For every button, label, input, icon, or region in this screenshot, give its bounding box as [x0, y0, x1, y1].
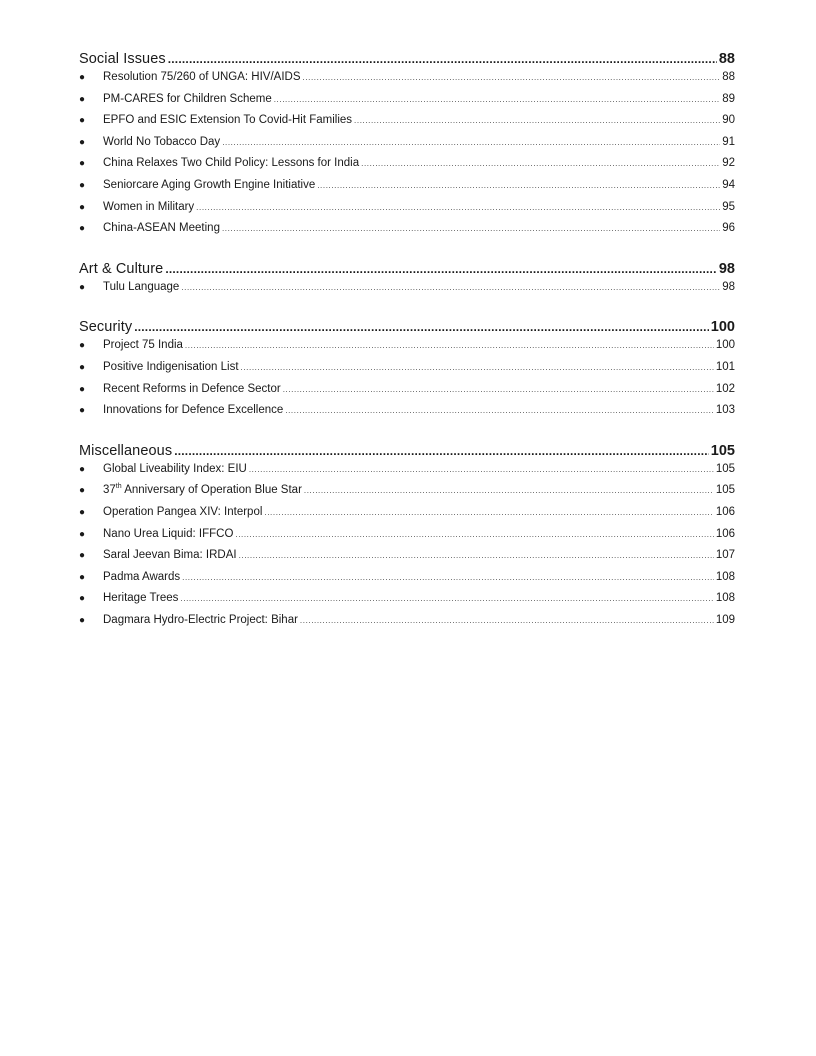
bullet-icon: ●: [79, 361, 86, 373]
section-title: Social Issues: [79, 51, 166, 67]
bullet-icon: ●: [79, 528, 86, 540]
toc-entry[interactable]: [79, 222, 735, 244]
entry-page-number: 92: [722, 157, 735, 170]
bullet-icon: ●: [79, 72, 86, 83]
toc-entry[interactable]: [79, 136, 735, 158]
dot-leader: [239, 549, 714, 561]
dot-leader: [235, 528, 713, 540]
entry-title: China Relaxes Two Child Policy: Lessons for India: [103, 157, 360, 170]
bullet-icon: ●: [79, 281, 86, 293]
dot-leader: [181, 281, 720, 293]
entry-page-number: 89: [722, 92, 735, 105]
bullet-icon: ●: [79, 405, 86, 417]
toc-entry[interactable]: [79, 93, 735, 115]
toc-entry[interactable]: [79, 549, 735, 571]
bullet-icon: ●: [79, 485, 86, 497]
entry-title: Women in Military: [103, 200, 195, 213]
toc-section-art-culture: [79, 260, 735, 303]
bullet-icon: ●: [79, 550, 86, 562]
toc-entry[interactable]: [79, 71, 735, 93]
bullet-icon: ●: [79, 383, 86, 395]
entry-title: Padma Awards: [103, 570, 181, 583]
bullet-icon: ●: [79, 463, 86, 475]
toc-entry[interactable]: [79, 157, 735, 179]
entry-title: Innovations for Defence Excellence: [103, 404, 284, 417]
toc-section-security: [79, 318, 735, 425]
toc-entry[interactable]: [79, 339, 735, 361]
entry-page-number: 109: [715, 613, 735, 626]
dot-leader: [165, 260, 717, 278]
section-title: Miscellaneous: [79, 442, 173, 459]
bullet-icon: ●: [79, 158, 86, 170]
dot-leader: [222, 222, 720, 234]
section-heading[interactable]: [79, 260, 735, 281]
toc-entry[interactable]: [79, 484, 735, 506]
entry-page-number: 108: [715, 570, 735, 583]
toc-entry[interactable]: [79, 114, 735, 136]
entry-page-number: 101: [715, 360, 735, 373]
dot-leader: [300, 614, 714, 626]
bullet-icon: ●: [79, 201, 86, 213]
ordinal-suffix: th: [115, 483, 122, 491]
entry-page-number: 100: [715, 339, 735, 352]
entry-title-rest: Anniversary of Operation Blue Star: [121, 484, 302, 497]
toc-entry[interactable]: [79, 506, 735, 528]
dot-leader: [283, 383, 714, 395]
section-title: Art & Culture: [79, 260, 164, 277]
entry-page-number: 105: [715, 462, 735, 475]
section-page-number: 98: [718, 260, 735, 277]
dot-leader: [303, 71, 721, 83]
toc-entry[interactable]: [79, 383, 735, 405]
toc-entry[interactable]: [79, 179, 735, 201]
dot-leader: [304, 484, 714, 496]
entry-title: Operation Pangea XIV: Interpol: [103, 505, 263, 518]
bullet-icon: ●: [79, 93, 86, 105]
section-page-number: 105: [710, 442, 735, 459]
toc-entry[interactable]: [79, 281, 735, 303]
entry-page-number: 88: [722, 71, 735, 83]
dot-leader: [185, 339, 714, 351]
dot-leader: [222, 136, 720, 148]
entry-title: PM-CARES for Children Scheme: [103, 92, 272, 105]
section-spacer: [79, 426, 735, 442]
dot-leader: [241, 361, 714, 373]
dot-leader: [249, 463, 714, 475]
dot-leader: [317, 179, 720, 191]
toc-entry[interactable]: [79, 592, 735, 614]
section-spacer: [79, 302, 735, 318]
toc-entry[interactable]: [79, 361, 735, 383]
entry-page-number: 91: [722, 135, 735, 148]
dot-leader: [361, 157, 720, 169]
bullet-icon: ●: [79, 223, 86, 235]
entry-page-number: 102: [715, 382, 735, 395]
dot-leader: [196, 201, 720, 213]
entry-title: China-ASEAN Meeting: [103, 222, 220, 235]
section-heading[interactable]: [79, 50, 735, 71]
toc-entry[interactable]: [79, 614, 735, 636]
entry-title: Positive Indigenisation List: [103, 360, 239, 373]
section-spacer: [79, 244, 735, 260]
entry-title: EPFO and ESIC Extension To Covid-Hit Families: [103, 114, 353, 127]
entry-page-number: 90: [722, 114, 735, 127]
section-heading[interactable]: [79, 318, 735, 339]
entry-page-number: 103: [715, 404, 735, 417]
bullet-icon: ●: [79, 593, 86, 605]
dot-leader: [182, 571, 714, 583]
entry-title: Nano Urea Liquid: IFFCO: [103, 527, 234, 540]
bullet-icon: ●: [79, 571, 86, 583]
entry-page-number: 94: [722, 178, 735, 191]
dot-leader: [180, 592, 713, 604]
dot-leader: [274, 93, 720, 105]
dot-leader: [174, 442, 709, 460]
entry-title: Tulu Language: [103, 280, 180, 293]
toc-entry[interactable]: [79, 528, 735, 550]
bullet-icon: ●: [79, 340, 86, 352]
entry-title: Seniorcare Aging Growth Engine Initiative: [103, 178, 316, 191]
bullet-icon: ●: [79, 179, 86, 191]
entry-page-number: 96: [722, 222, 735, 235]
entry-title: Resolution 75/260 of UNGA: HIV/AIDS: [103, 71, 301, 83]
entry-title: Saral Jeevan Bima: IRDAI: [103, 549, 237, 562]
entry-title: World No Tobacco Day: [103, 135, 221, 148]
toc-entry[interactable]: [79, 571, 735, 593]
entry-title: [103, 484, 302, 496]
entry-page-number: 106: [715, 505, 735, 518]
toc-section-social-issues: [79, 50, 735, 244]
entry-title: Project 75 India: [103, 339, 183, 352]
entry-title: Global Liveability Index: EIU: [103, 462, 247, 475]
entry-page-number: 107: [715, 549, 735, 562]
section-heading[interactable]: [79, 442, 735, 463]
bullet-icon: ●: [79, 614, 86, 626]
dot-leader: [354, 114, 720, 126]
entry-page-number: 106: [715, 527, 735, 540]
entry-page-number: 105: [715, 484, 735, 497]
dot-leader: [264, 506, 713, 518]
section-title: Security: [79, 319, 133, 336]
entry-page-number: 108: [715, 592, 735, 605]
table-of-contents: [79, 50, 735, 635]
toc-entry[interactable]: [79, 404, 735, 426]
entry-page-number: 98: [722, 280, 735, 293]
ordinal-number: 37: [103, 484, 116, 497]
toc-entry[interactable]: [79, 463, 735, 485]
toc-entry[interactable]: [79, 201, 735, 223]
bullet-icon: ●: [79, 136, 86, 148]
entry-title: Heritage Trees: [103, 592, 179, 605]
entry-page-number: 95: [722, 200, 735, 213]
dot-leader: [134, 318, 709, 336]
section-page-number: 100: [710, 319, 735, 336]
dot-leader: [285, 404, 714, 416]
bullet-icon: ●: [79, 115, 86, 127]
entry-title: Recent Reforms in Defence Sector: [103, 382, 281, 395]
entry-title: Dagmara Hydro-Electric Project: Bihar: [103, 613, 298, 626]
bullet-icon: ●: [79, 506, 86, 518]
toc-section-miscellaneous: [79, 442, 735, 636]
section-page-number: 88: [718, 51, 735, 67]
dot-leader: [168, 50, 717, 68]
